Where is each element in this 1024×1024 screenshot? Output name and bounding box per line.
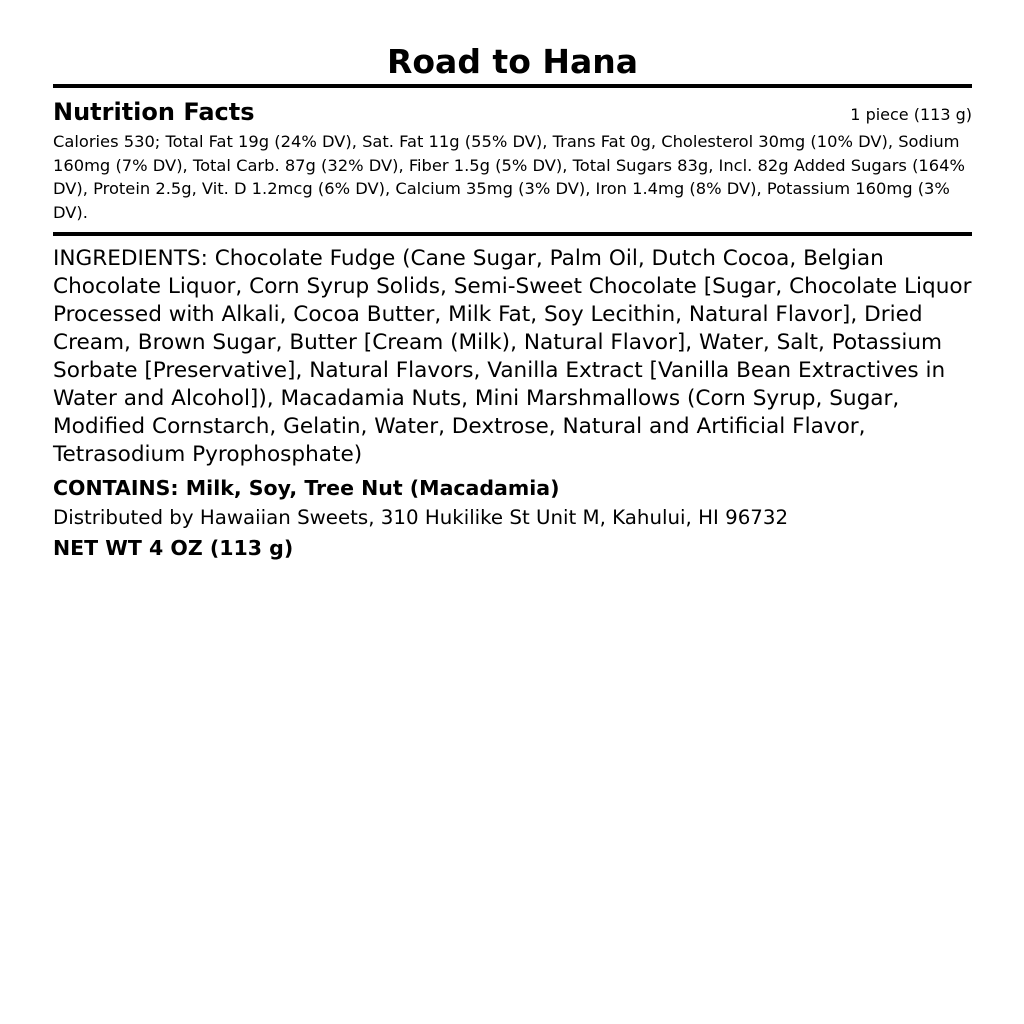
allergen-statement: CONTAINS: Milk, Soy, Tree Nut (Macadamia) (53, 476, 560, 500)
nutrition-divider (53, 232, 972, 236)
title-divider (53, 84, 972, 88)
product-label (53, 40, 972, 562)
product-title: Road to Hana (386, 42, 639, 81)
nutrition-facts-heading: Nutrition Facts (53, 98, 255, 126)
nutrition-header (53, 97, 972, 127)
nutrition-summary: Calories 530; Total Fat 19g (24% DV), Sat. Fat 11g (55% DV), Trans Fat 0g, Cholesterol 30mg (10% DV), Sodium 160mg (7% DV), Total Carb. 87g (32% DV), Fiber 1.5g (5% DV), Total Sugars 83g, Incl. 82g Added Sugars (164% DV), Protein 2.5g, Vit. D 1.2mcg (6% DV), Calcium 35mg (3% DV), Iron 1.4mg (8% DV), Potassium 160mg (3% DV). (53, 132, 965, 222)
distributor-info: Distributed by Hawaiian Sweets, 310 Hukilike St Unit M, Kahului, HI 96732 (53, 506, 789, 529)
net-weight: NET WT 4 OZ (113 g) (53, 536, 294, 560)
ingredients-list: INGREDIENTS: Chocolate Fudge (Cane Sugar, Palm Oil, Dutch Cocoa, Belgian Chocolate Liquor, Corn Syrup Solids, Semi-Sweet Chocolate [Sugar, Chocolate Liquor Processed with Alkali, Cocoa Butter, Milk Fat, Soy Lecithin, Natural Flavor], Dried Cream, Brown Sugar, Butter [Cream (Milk), Natural Flavor], Water, Salt, Potassium Sorbate [Preservative], Natural Flavors, Vanilla Extract [Vanilla Bean Extractives in Water and Alcohol]), Macadamia Nuts, Mini Marshmallows (Corn Syrup, Sugar, Modified Cornstarch, Gelatin, Water, Dextrose, Natural and Artificial Flavor, Tetrasodium Pyrophosphate) (53, 246, 972, 467)
serving-size: 1 piece (113 g) (850, 105, 972, 124)
